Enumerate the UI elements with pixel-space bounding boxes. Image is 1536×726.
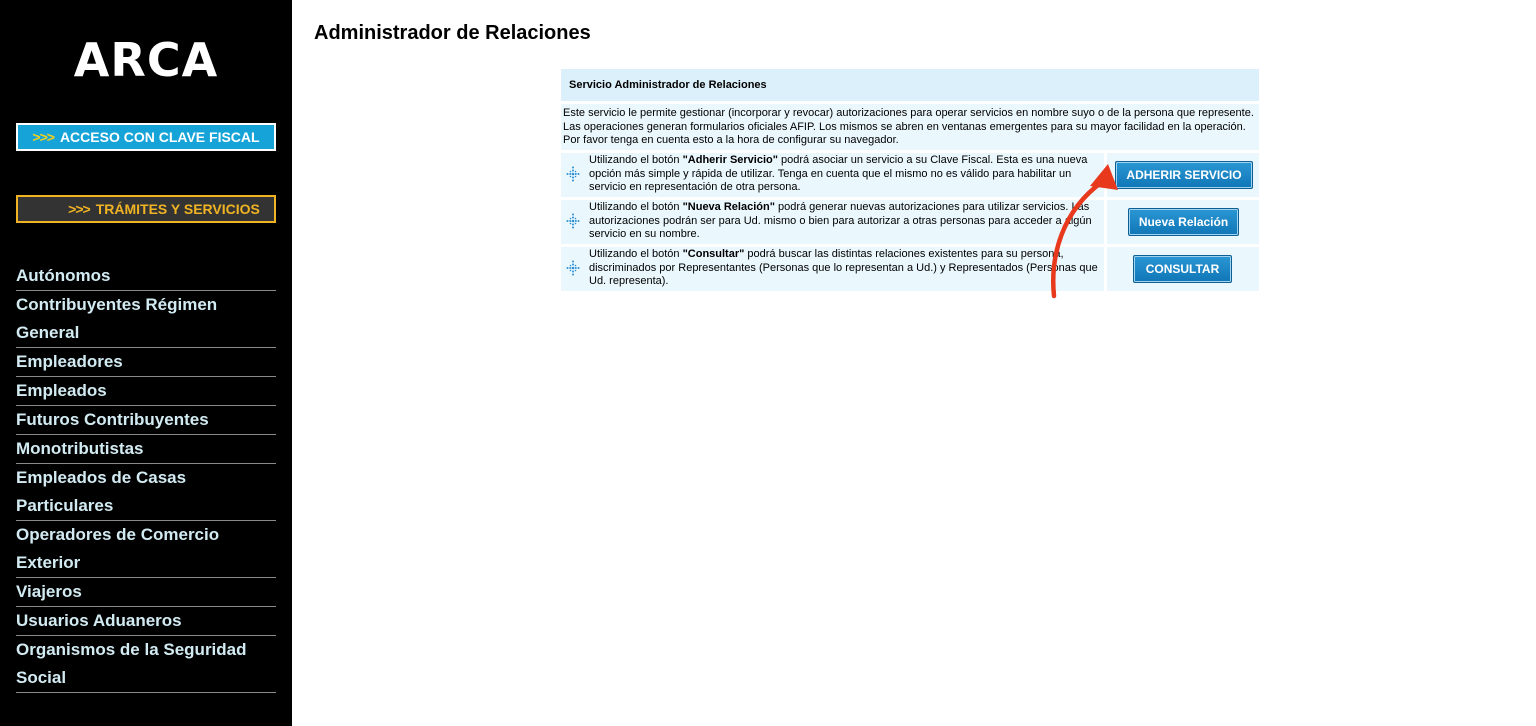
sidebar-item-viajeros[interactable]: Viajeros [16, 578, 276, 607]
triple-chevron-icon: >>> [32, 129, 54, 145]
sidebar-item-organismos-seguridad-social[interactable]: Organismos de la Seguridad Social [16, 636, 276, 693]
nueva-relacion-button[interactable]: Nueva Relación [1128, 208, 1239, 236]
dotted-cross-bullet-icon [566, 213, 580, 229]
service-row-nueva-relacion [561, 200, 1259, 244]
tramites-y-servicios-label: TRÁMITES Y SERVICIOS [95, 201, 260, 217]
adherir-description: Utilizando el botón "Adherir Servicio" podrá asociar un servicio a su Clave Fiscal. Esta es una nueva opción más simple y rápida de utilizar. Tenga en cuenta que el mismo no es válido para habilitar un servicio en representación de otra persona. [589, 154, 1088, 193]
triple-chevron-icon: >>> [68, 201, 90, 217]
sidebar-item-futuros-contribuyentes[interactable]: Futuros Contribuyentes [16, 406, 276, 435]
acceso-clave-fiscal-label: ACCESO CON CLAVE FISCAL [59, 129, 260, 145]
acceso-clave-fiscal-button[interactable] [16, 123, 276, 151]
service-row-adherir [561, 153, 1259, 197]
relaciones-panel [561, 69, 1259, 291]
sidebar-item-contribuyentes-regimen-general[interactable]: Contribuyentes Régimen General [16, 291, 276, 348]
sidebar-item-empleados[interactable]: Empleados [16, 377, 276, 406]
sidebar-item-empleadores[interactable]: Empleadores [16, 348, 276, 377]
page-title: Administrador de Relaciones [314, 22, 591, 44]
consultar-description: Utilizando el botón "Consultar" podrá buscar las distintas relaciones existentes para su persona, discriminados por Representantes (Personas que lo representan a Ud.) y Representados (Personas que Ud. representa). [589, 248, 1098, 287]
service-row-consultar [561, 247, 1259, 291]
sidebar [0, 0, 292, 726]
sidebar-item-operadores-comercio-exterior[interactable]: Operadores de Comercio Exterior [16, 521, 276, 578]
panel-header: Servicio Administrador de Relaciones [561, 69, 1259, 101]
sidebar-item-empleados-casas-particulares[interactable]: Empleados de Casas Particulares [16, 464, 276, 521]
panel-intro-text: Este servicio le permite gestionar (incorporar y revocar) autorizaciones para operar servicios en nombre suyo o de la persona que represente. Las operaciones generan formularios oficiales AFIP. Los mismos se abren en ventanas emergentes para su mayor facilidad en la operación. Por favor tenga en cuenta esto a la hora de configurar su navegador. [561, 104, 1259, 150]
arca-logo[interactable]: ARCA [73, 33, 219, 87]
sidebar-item-usuarios-aduaneros[interactable]: Usuarios Aduaneros [16, 607, 276, 636]
dotted-cross-bullet-icon [566, 260, 580, 276]
adherir-servicio-button[interactable]: ADHERIR SERVICIO [1115, 161, 1253, 189]
sidebar-item-monotributistas[interactable]: Monotributistas [16, 435, 276, 464]
nueva-relacion-description: Utilizando el botón "Nueva Relación" podrá generar nuevas autorizaciones para utilizar servicios. Las autorizaciones podrán ser para Ud. mismo o bien para autorizar a otras personas para acceder a algún servicio en su nombre. [589, 201, 1092, 240]
sidebar-item-autonomos[interactable]: Autónomos [16, 262, 276, 291]
sidebar-nav [16, 262, 276, 693]
dotted-cross-bullet-icon [566, 166, 580, 182]
consultar-button[interactable]: CONSULTAR [1133, 255, 1232, 283]
tramites-y-servicios-button[interactable] [16, 195, 276, 223]
